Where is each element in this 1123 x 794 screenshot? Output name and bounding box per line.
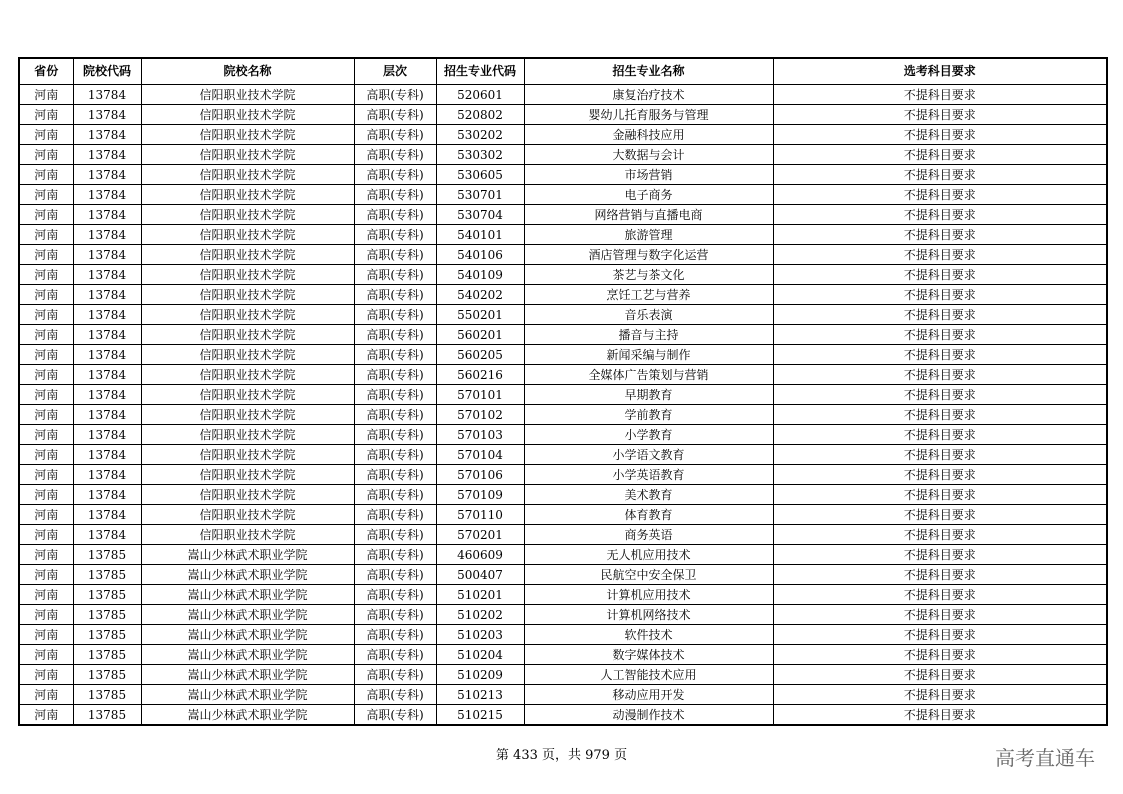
cell-province: 河南 xyxy=(19,365,73,385)
cell-school-code: 13784 xyxy=(73,365,141,385)
cell-province: 河南 xyxy=(19,385,73,405)
cell-major-name: 数字媒体技术 xyxy=(524,645,773,665)
cell-school-code: 13784 xyxy=(73,405,141,425)
cell-school-code: 13784 xyxy=(73,485,141,505)
table-row xyxy=(19,305,1107,325)
cell-major-name: 网络营销与直播电商 xyxy=(524,205,773,225)
cell-subject-requirement: 不提科目要求 xyxy=(773,105,1107,125)
cell-level: 高职(专科) xyxy=(354,105,436,125)
cell-school-name: 嵩山少林武术职业学院 xyxy=(141,605,354,625)
cell-subject-requirement: 不提科目要求 xyxy=(773,605,1107,625)
cell-subject-requirement: 不提科目要求 xyxy=(773,545,1107,565)
cell-major-name: 市场营销 xyxy=(524,165,773,185)
cell-major-name: 大数据与会计 xyxy=(524,145,773,165)
cell-school-name: 嵩山少林武术职业学院 xyxy=(141,645,354,665)
cell-school-name: 嵩山少林武术职业学院 xyxy=(141,545,354,565)
cell-major-name: 播音与主持 xyxy=(524,325,773,345)
cell-subject-requirement: 不提科目要求 xyxy=(773,445,1107,465)
table-row xyxy=(19,605,1107,625)
cell-school-name: 信阳职业技术学院 xyxy=(141,365,354,385)
cell-school-code: 13784 xyxy=(73,245,141,265)
cell-level: 高职(专科) xyxy=(354,325,436,345)
cell-province: 河南 xyxy=(19,465,73,485)
cell-school-name: 信阳职业技术学院 xyxy=(141,165,354,185)
cell-subject-requirement: 不提科目要求 xyxy=(773,145,1107,165)
cell-province: 河南 xyxy=(19,705,73,726)
cell-level: 高职(专科) xyxy=(354,125,436,145)
cell-school-code: 13784 xyxy=(73,165,141,185)
cell-school-name: 信阳职业技术学院 xyxy=(141,345,354,365)
cell-subject-requirement: 不提科目要求 xyxy=(773,325,1107,345)
cell-subject-requirement: 不提科目要求 xyxy=(773,505,1107,525)
cell-school-code: 13784 xyxy=(73,285,141,305)
table-row xyxy=(19,645,1107,665)
cell-major-name: 计算机应用技术 xyxy=(524,585,773,605)
cell-province: 河南 xyxy=(19,85,73,105)
cell-major-name: 旅游管理 xyxy=(524,225,773,245)
header-major-name: 招生专业名称 xyxy=(524,58,773,85)
header-major-code: 招生专业代码 xyxy=(436,58,524,85)
cell-school-name: 信阳职业技术学院 xyxy=(141,525,354,545)
cell-subject-requirement: 不提科目要求 xyxy=(773,625,1107,645)
cell-major-code: 510204 xyxy=(436,645,524,665)
cell-school-code: 13785 xyxy=(73,605,141,625)
cell-level: 高职(专科) xyxy=(354,145,436,165)
cell-major-name: 民航空中安全保卫 xyxy=(524,565,773,585)
cell-level: 高职(专科) xyxy=(354,445,436,465)
cell-level: 高职(专科) xyxy=(354,405,436,425)
cell-major-code: 540109 xyxy=(436,265,524,285)
cell-major-code: 570109 xyxy=(436,485,524,505)
cell-province: 河南 xyxy=(19,105,73,125)
cell-major-code: 560205 xyxy=(436,345,524,365)
cell-level: 高职(专科) xyxy=(354,585,436,605)
cell-subject-requirement: 不提科目要求 xyxy=(773,165,1107,185)
cell-major-name: 商务英语 xyxy=(524,525,773,545)
header-row xyxy=(19,58,1107,85)
cell-major-code: 550201 xyxy=(436,305,524,325)
cell-province: 河南 xyxy=(19,185,73,205)
cell-school-name: 信阳职业技术学院 xyxy=(141,105,354,125)
table-row xyxy=(19,465,1107,485)
cell-major-code: 570201 xyxy=(436,525,524,545)
cell-level: 高职(专科) xyxy=(354,625,436,645)
cell-major-name: 全媒体广告策划与营销 xyxy=(524,365,773,385)
table-row xyxy=(19,365,1107,385)
cell-subject-requirement: 不提科目要求 xyxy=(773,85,1107,105)
cell-school-name: 信阳职业技术学院 xyxy=(141,465,354,485)
cell-school-name: 信阳职业技术学院 xyxy=(141,285,354,305)
cell-school-code: 13784 xyxy=(73,345,141,365)
cell-school-code: 13784 xyxy=(73,505,141,525)
cell-level: 高职(专科) xyxy=(354,505,436,525)
cell-level: 高职(专科) xyxy=(354,385,436,405)
cell-level: 高职(专科) xyxy=(354,245,436,265)
cell-subject-requirement: 不提科目要求 xyxy=(773,125,1107,145)
table-row xyxy=(19,685,1107,705)
cell-province: 河南 xyxy=(19,425,73,445)
table-row xyxy=(19,345,1107,365)
watermark-text: 高考直通车 xyxy=(995,746,1095,770)
cell-subject-requirement: 不提科目要求 xyxy=(773,425,1107,445)
cell-subject-requirement: 不提科目要求 xyxy=(773,485,1107,505)
cell-major-code: 530202 xyxy=(436,125,524,145)
cell-major-code: 530605 xyxy=(436,165,524,185)
cell-province: 河南 xyxy=(19,605,73,625)
cell-province: 河南 xyxy=(19,225,73,245)
table-row xyxy=(19,245,1107,265)
table-row xyxy=(19,205,1107,225)
cell-major-code: 520601 xyxy=(436,85,524,105)
cell-major-name: 动漫制作技术 xyxy=(524,705,773,726)
cell-major-code: 510201 xyxy=(436,585,524,605)
cell-major-code: 510203 xyxy=(436,625,524,645)
table-row xyxy=(19,665,1107,685)
cell-major-code: 530701 xyxy=(436,185,524,205)
cell-major-code: 570102 xyxy=(436,405,524,425)
cell-major-name: 小学教育 xyxy=(524,425,773,445)
cell-level: 高职(专科) xyxy=(354,525,436,545)
header-school-name: 院校名称 xyxy=(141,58,354,85)
cell-level: 高职(专科) xyxy=(354,545,436,565)
cell-major-code: 500407 xyxy=(436,565,524,585)
cell-school-code: 13785 xyxy=(73,585,141,605)
cell-major-name: 小学英语教育 xyxy=(524,465,773,485)
table-row xyxy=(19,525,1107,545)
cell-province: 河南 xyxy=(19,485,73,505)
cell-province: 河南 xyxy=(19,565,73,585)
cell-school-code: 13784 xyxy=(73,145,141,165)
cell-province: 河南 xyxy=(19,505,73,525)
cell-level: 高职(专科) xyxy=(354,305,436,325)
table-header xyxy=(19,58,1107,85)
cell-subject-requirement: 不提科目要求 xyxy=(773,525,1107,545)
cell-major-name: 康复治疗技术 xyxy=(524,85,773,105)
cell-school-code: 13785 xyxy=(73,705,141,726)
cell-school-name: 信阳职业技术学院 xyxy=(141,425,354,445)
cell-province: 河南 xyxy=(19,585,73,605)
cell-subject-requirement: 不提科目要求 xyxy=(773,265,1107,285)
cell-major-name: 软件技术 xyxy=(524,625,773,645)
cell-major-code: 570110 xyxy=(436,505,524,525)
cell-level: 高职(专科) xyxy=(354,225,436,245)
cell-province: 河南 xyxy=(19,125,73,145)
table-row xyxy=(19,445,1107,465)
table-row xyxy=(19,145,1107,165)
cell-major-name: 电子商务 xyxy=(524,185,773,205)
cell-school-name: 信阳职业技术学院 xyxy=(141,185,354,205)
cell-major-name: 茶艺与茶文化 xyxy=(524,265,773,285)
cell-province: 河南 xyxy=(19,265,73,285)
table-row xyxy=(19,485,1107,505)
cell-major-name: 早期教育 xyxy=(524,385,773,405)
cell-subject-requirement: 不提科目要求 xyxy=(773,345,1107,365)
cell-level: 高职(专科) xyxy=(354,685,436,705)
cell-major-code: 510213 xyxy=(436,685,524,705)
cell-school-code: 13784 xyxy=(73,425,141,445)
table-row xyxy=(19,265,1107,285)
cell-level: 高职(专科) xyxy=(354,665,436,685)
cell-major-code: 540106 xyxy=(436,245,524,265)
cell-major-code: 510202 xyxy=(436,605,524,625)
cell-level: 高职(专科) xyxy=(354,165,436,185)
cell-major-name: 计算机网络技术 xyxy=(524,605,773,625)
cell-major-code: 520802 xyxy=(436,105,524,125)
cell-school-code: 13784 xyxy=(73,105,141,125)
cell-school-name: 嵩山少林武术职业学院 xyxy=(141,685,354,705)
cell-province: 河南 xyxy=(19,445,73,465)
cell-major-code: 460609 xyxy=(436,545,524,565)
cell-school-code: 13784 xyxy=(73,465,141,485)
cell-level: 高职(专科) xyxy=(354,345,436,365)
cell-school-name: 信阳职业技术学院 xyxy=(141,505,354,525)
cell-school-code: 13784 xyxy=(73,185,141,205)
cell-province: 河南 xyxy=(19,665,73,685)
header-level: 层次 xyxy=(354,58,436,85)
cell-level: 高职(专科) xyxy=(354,205,436,225)
cell-subject-requirement: 不提科目要求 xyxy=(773,385,1107,405)
cell-school-code: 13784 xyxy=(73,265,141,285)
cell-province: 河南 xyxy=(19,545,73,565)
cell-major-code: 540202 xyxy=(436,285,524,305)
cell-level: 高职(专科) xyxy=(354,645,436,665)
cell-school-name: 嵩山少林武术职业学院 xyxy=(141,665,354,685)
cell-level: 高职(专科) xyxy=(354,465,436,485)
cell-province: 河南 xyxy=(19,145,73,165)
cell-school-code: 13784 xyxy=(73,525,141,545)
cell-level: 高职(专科) xyxy=(354,265,436,285)
cell-province: 河南 xyxy=(19,345,73,365)
cell-subject-requirement: 不提科目要求 xyxy=(773,185,1107,205)
cell-level: 高职(专科) xyxy=(354,85,436,105)
cell-province: 河南 xyxy=(19,525,73,545)
cell-major-code: 510209 xyxy=(436,665,524,685)
cell-subject-requirement: 不提科目要求 xyxy=(773,665,1107,685)
table-row xyxy=(19,585,1107,605)
cell-major-code: 510215 xyxy=(436,705,524,726)
cell-subject-requirement: 不提科目要求 xyxy=(773,585,1107,605)
table-row xyxy=(19,165,1107,185)
table-row xyxy=(19,105,1107,125)
cell-province: 河南 xyxy=(19,205,73,225)
cell-major-code: 560201 xyxy=(436,325,524,345)
cell-school-code: 13784 xyxy=(73,325,141,345)
cell-major-name: 婴幼儿托育服务与管理 xyxy=(524,105,773,125)
cell-school-name: 信阳职业技术学院 xyxy=(141,305,354,325)
cell-subject-requirement: 不提科目要求 xyxy=(773,205,1107,225)
cell-level: 高职(专科) xyxy=(354,605,436,625)
cell-province: 河南 xyxy=(19,405,73,425)
table-row xyxy=(19,505,1107,525)
cell-school-name: 信阳职业技术学院 xyxy=(141,205,354,225)
cell-major-name: 无人机应用技术 xyxy=(524,545,773,565)
cell-school-code: 13784 xyxy=(73,125,141,145)
cell-major-name: 美术教育 xyxy=(524,485,773,505)
cell-school-code: 13785 xyxy=(73,665,141,685)
cell-subject-requirement: 不提科目要求 xyxy=(773,285,1107,305)
table-row xyxy=(19,705,1107,726)
cell-major-name: 新闻采编与制作 xyxy=(524,345,773,365)
cell-province: 河南 xyxy=(19,305,73,325)
cell-province: 河南 xyxy=(19,285,73,305)
cell-province: 河南 xyxy=(19,645,73,665)
cell-level: 高职(专科) xyxy=(354,485,436,505)
cell-school-name: 信阳职业技术学院 xyxy=(141,225,354,245)
cell-subject-requirement: 不提科目要求 xyxy=(773,305,1107,325)
cell-subject-requirement: 不提科目要求 xyxy=(773,225,1107,245)
cell-school-name: 信阳职业技术学院 xyxy=(141,245,354,265)
cell-major-code: 530302 xyxy=(436,145,524,165)
cell-level: 高职(专科) xyxy=(354,705,436,726)
cell-major-name: 金融科技应用 xyxy=(524,125,773,145)
header-province: 省份 xyxy=(19,58,73,85)
cell-major-code: 570104 xyxy=(436,445,524,465)
header-school-code: 院校代码 xyxy=(73,58,141,85)
cell-subject-requirement: 不提科目要求 xyxy=(773,685,1107,705)
cell-subject-requirement: 不提科目要求 xyxy=(773,245,1107,265)
cell-school-code: 13784 xyxy=(73,225,141,245)
cell-major-code: 530704 xyxy=(436,205,524,225)
cell-school-code: 13784 xyxy=(73,85,141,105)
table-row xyxy=(19,185,1107,205)
table-row xyxy=(19,125,1107,145)
cell-province: 河南 xyxy=(19,685,73,705)
cell-school-code: 13784 xyxy=(73,305,141,325)
cell-school-code: 13785 xyxy=(73,645,141,665)
table-row xyxy=(19,625,1107,645)
admissions-table xyxy=(18,57,1108,726)
cell-school-name: 信阳职业技术学院 xyxy=(141,405,354,425)
cell-province: 河南 xyxy=(19,625,73,645)
cell-school-code: 13784 xyxy=(73,385,141,405)
cell-major-name: 学前教育 xyxy=(524,405,773,425)
cell-subject-requirement: 不提科目要求 xyxy=(773,705,1107,726)
cell-school-name: 嵩山少林武术职业学院 xyxy=(141,705,354,726)
cell-level: 高职(专科) xyxy=(354,365,436,385)
cell-level: 高职(专科) xyxy=(354,185,436,205)
cell-school-name: 信阳职业技术学院 xyxy=(141,125,354,145)
table-row xyxy=(19,325,1107,345)
header-subject-requirement: 选考科目要求 xyxy=(773,58,1107,85)
cell-major-name: 小学语文教育 xyxy=(524,445,773,465)
cell-school-name: 信阳职业技术学院 xyxy=(141,485,354,505)
cell-major-code: 570106 xyxy=(436,465,524,485)
cell-province: 河南 xyxy=(19,165,73,185)
cell-school-name: 信阳职业技术学院 xyxy=(141,325,354,345)
cell-school-name: 嵩山少林武术职业学院 xyxy=(141,565,354,585)
cell-school-code: 13784 xyxy=(73,445,141,465)
cell-school-code: 13785 xyxy=(73,545,141,565)
cell-level: 高职(专科) xyxy=(354,285,436,305)
cell-subject-requirement: 不提科目要求 xyxy=(773,365,1107,385)
cell-school-name: 信阳职业技术学院 xyxy=(141,145,354,165)
cell-school-name: 嵩山少林武术职业学院 xyxy=(141,585,354,605)
table-row xyxy=(19,425,1107,445)
table-row xyxy=(19,385,1107,405)
cell-school-name: 信阳职业技术学院 xyxy=(141,445,354,465)
cell-school-code: 13785 xyxy=(73,685,141,705)
cell-school-code: 13785 xyxy=(73,625,141,645)
cell-subject-requirement: 不提科目要求 xyxy=(773,645,1107,665)
table-row xyxy=(19,85,1107,105)
cell-major-name: 人工智能技术应用 xyxy=(524,665,773,685)
cell-subject-requirement: 不提科目要求 xyxy=(773,465,1107,485)
table-row xyxy=(19,545,1107,565)
cell-school-name: 嵩山少林武术职业学院 xyxy=(141,625,354,645)
cell-school-code: 13785 xyxy=(73,565,141,585)
table-row xyxy=(19,565,1107,585)
cell-subject-requirement: 不提科目要求 xyxy=(773,565,1107,585)
cell-school-name: 信阳职业技术学院 xyxy=(141,385,354,405)
cell-major-code: 540101 xyxy=(436,225,524,245)
page-number: 第 433 页，共 979 页 xyxy=(495,748,628,763)
cell-school-name: 信阳职业技术学院 xyxy=(141,265,354,285)
cell-major-name: 酒店管理与数字化运营 xyxy=(524,245,773,265)
cell-major-code: 560216 xyxy=(436,365,524,385)
cell-province: 河南 xyxy=(19,245,73,265)
cell-school-code: 13784 xyxy=(73,205,141,225)
table-row xyxy=(19,225,1107,245)
cell-school-name: 信阳职业技术学院 xyxy=(141,85,354,105)
cell-major-name: 体育教育 xyxy=(524,505,773,525)
cell-major-code: 570101 xyxy=(436,385,524,405)
cell-major-name: 音乐表演 xyxy=(524,305,773,325)
table-body xyxy=(19,85,1107,726)
table-row xyxy=(19,405,1107,425)
cell-major-name: 移动应用开发 xyxy=(524,685,773,705)
cell-level: 高职(专科) xyxy=(354,425,436,445)
cell-major-name: 烹饪工艺与营养 xyxy=(524,285,773,305)
cell-major-code: 570103 xyxy=(436,425,524,445)
cell-subject-requirement: 不提科目要求 xyxy=(773,405,1107,425)
table-row xyxy=(19,285,1107,305)
cell-province: 河南 xyxy=(19,325,73,345)
cell-level: 高职(专科) xyxy=(354,565,436,585)
